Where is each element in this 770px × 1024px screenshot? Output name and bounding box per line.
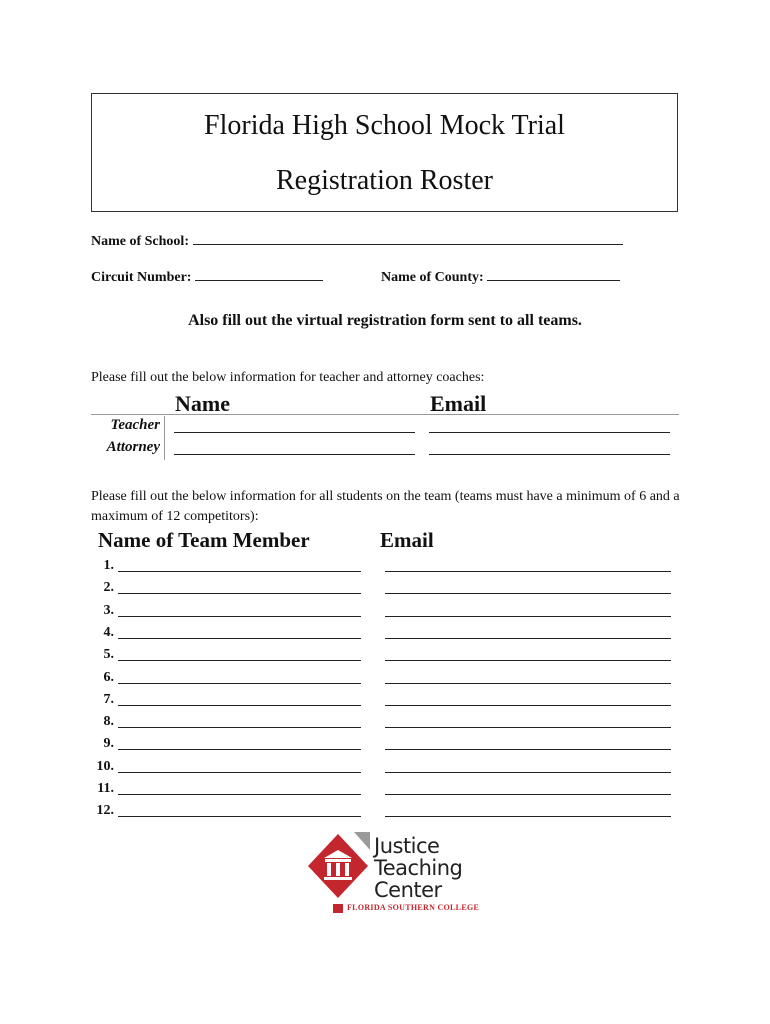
- courthouse-icon: [306, 832, 370, 902]
- team-member-name-line[interactable]: [118, 772, 361, 773]
- justice-teaching-center-logo: [306, 832, 480, 922]
- team-row-number: 11.: [97, 781, 114, 796]
- team-row-number: 9.: [103, 736, 114, 751]
- team-row-number: 10.: [96, 759, 114, 774]
- attorney-name-line[interactable]: [174, 454, 415, 455]
- team-member-name-line[interactable]: [118, 638, 361, 639]
- team-member-name-line[interactable]: [118, 794, 361, 795]
- team-member-name-line[interactable]: [118, 571, 361, 572]
- team-member-name-line[interactable]: [118, 660, 361, 661]
- team-member-email-line[interactable]: [385, 571, 671, 572]
- coaches-intro: Please fill out the below information for teacher and attorney coaches:: [91, 370, 485, 385]
- teacher-label: Teacher: [110, 417, 160, 433]
- fsc-mark-icon: [333, 904, 343, 913]
- team-row-number: 12.: [96, 803, 114, 818]
- circuit-label: Circuit Number:: [91, 270, 192, 285]
- team-row-number: 7.: [103, 692, 114, 707]
- team-row-number: 2.: [103, 580, 114, 595]
- team-member-email-line[interactable]: [385, 616, 671, 617]
- team-member-name-line[interactable]: [118, 616, 361, 617]
- school-field: [91, 232, 623, 250]
- team-member-name-line[interactable]: [118, 593, 361, 594]
- school-blank[interactable]: [193, 232, 623, 245]
- county-field: [381, 268, 620, 286]
- logo-college-name: FLORIDA SOUTHERN COLLEGE: [347, 903, 480, 912]
- team-member-email-line[interactable]: [385, 638, 671, 639]
- team-member-email-line[interactable]: [385, 660, 671, 661]
- coach-name-header: Name: [175, 391, 230, 416]
- team-row-number: 1.: [103, 558, 114, 573]
- coach-table-divider: [164, 416, 165, 460]
- attorney-email-line[interactable]: [429, 454, 670, 455]
- title-box: [91, 93, 678, 212]
- logo-word-center: Center: [374, 878, 442, 902]
- team-member-email-line[interactable]: [385, 794, 671, 795]
- teacher-name-line[interactable]: [174, 432, 415, 433]
- team-email-header: Email: [380, 528, 434, 552]
- coach-table-rule: [91, 414, 679, 415]
- team-member-name-line[interactable]: [118, 749, 361, 750]
- virtual-form-notice: Also fill out the virtual registration form sent to all teams.: [188, 312, 582, 329]
- teacher-email-line[interactable]: [429, 432, 670, 433]
- team-row-number: 6.: [103, 670, 114, 685]
- county-label: Name of County:: [381, 270, 484, 285]
- document-title: Florida High School Mock Trial: [204, 110, 565, 141]
- team-member-email-line[interactable]: [385, 683, 671, 684]
- team-row-number: 4.: [103, 625, 114, 640]
- team-member-name-line[interactable]: [118, 705, 361, 706]
- circuit-blank[interactable]: [195, 268, 323, 281]
- team-member-email-line[interactable]: [385, 727, 671, 728]
- team-member-email-line[interactable]: [385, 749, 671, 750]
- team-member-name-line[interactable]: [118, 727, 361, 728]
- team-member-email-line[interactable]: [385, 705, 671, 706]
- team-name-header: Name of Team Member: [98, 528, 310, 552]
- team-member-name-line[interactable]: [118, 816, 361, 817]
- school-label: Name of School:: [91, 234, 189, 249]
- county-blank[interactable]: [487, 268, 620, 281]
- team-row-number: 5.: [103, 647, 114, 662]
- coach-email-header: Email: [430, 391, 487, 416]
- team-member-email-line[interactable]: [385, 816, 671, 817]
- team-member-name-line[interactable]: [118, 683, 361, 684]
- team-row-number: 3.: [103, 603, 114, 618]
- logo-word-justice: Justice: [374, 834, 440, 858]
- circuit-field: [91, 268, 323, 286]
- document-subtitle: Registration Roster: [276, 165, 493, 196]
- team-member-email-line[interactable]: [385, 593, 671, 594]
- team-member-email-line[interactable]: [385, 772, 671, 773]
- logo-word-teaching: Teaching: [374, 856, 463, 880]
- team-row-number: 8.: [103, 714, 114, 729]
- attorney-label: Attorney: [106, 439, 160, 455]
- team-intro: Please fill out the below information for all students on the team (teams must have a minimum of 6 and a maximum of 12 competitors):: [91, 489, 680, 524]
